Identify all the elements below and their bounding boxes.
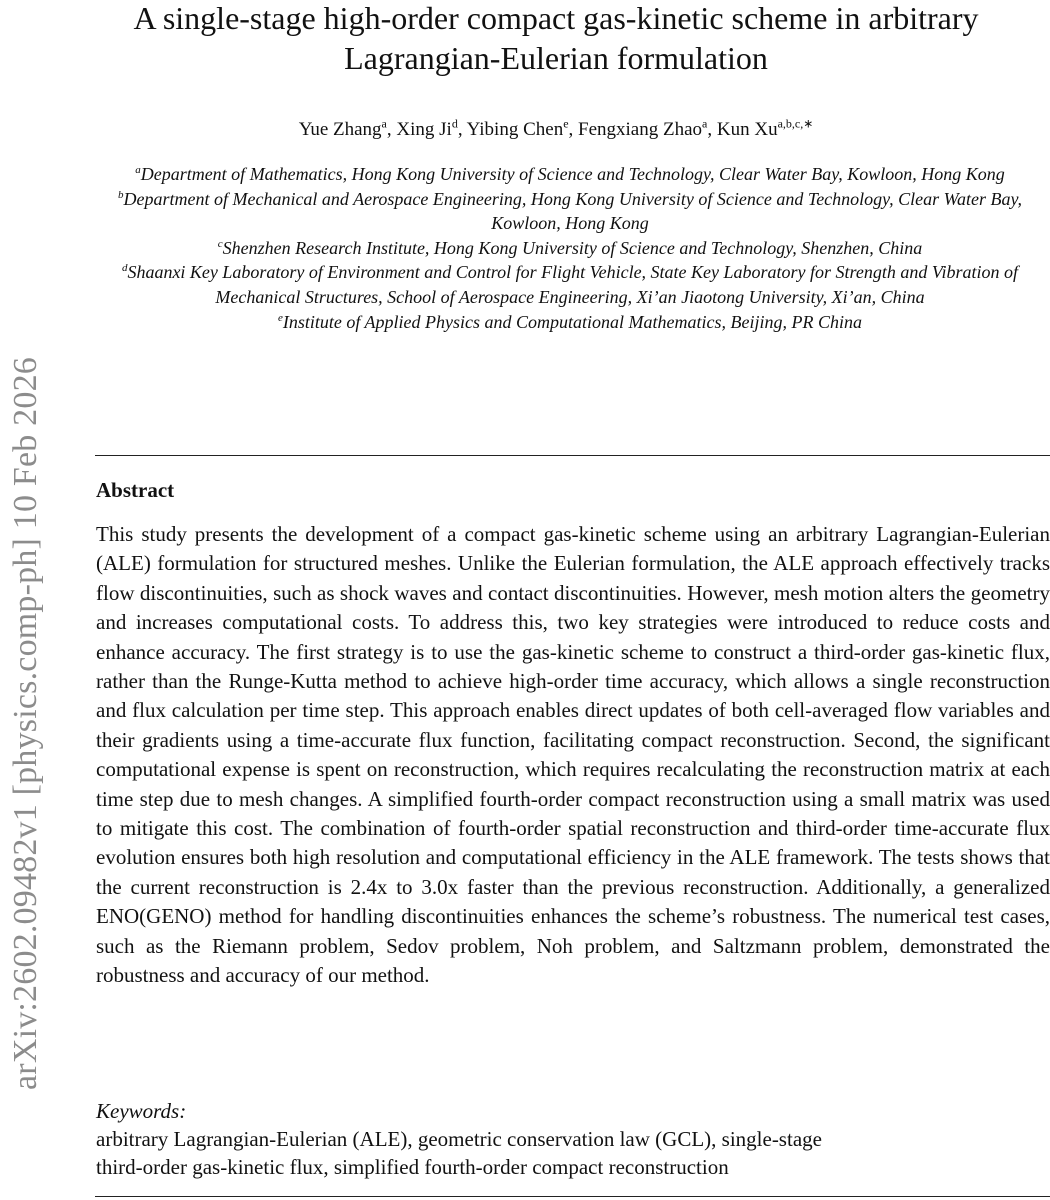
keywords-heading: Keywords: [96,1099,187,1123]
author: Fengxiang Zhao$^a$, [578,116,717,140]
affiliation-a: $^a$Department of Mathematics, Hong Kong University of Science and Technology, Clear Water Bay, Kowloon, Hong Kong [135,164,1005,184]
paper-title-line-2: Lagrangian-Eulerian formulation [344,40,768,76]
paper-title [62,0,1050,78]
arxiv-identifier-stamp [4,190,48,1090]
bottom-divider [95,1196,1050,1197]
keywords-line: third-order gas-kinetic flux, simplified fourth-order compact reconstruction [96,1155,729,1179]
affiliation-e: $^e$Institute of Applied Physics and Computational Mathematics, Beijing, PR China [277,311,862,332]
paper-title-line-1: A single-stage high-order compact gas-kinetic scheme in arbitrary [133,0,979,36]
affiliation-c: $^c$Shenzhen Research Institute, Hong Kong University of Science and Technology, Shenzhen, China [217,237,923,258]
author: Kun $Xu^{a,b,c,∗}$ [716,116,814,140]
affiliation-d: $^d$Shaanxi Key Laboratory of Environment and Control for Flight Vehicle, State Key Laboratory for Strength and Vibration of Mechanical Structures, School of Aerospace Engineering, Xi’an Jiaotong University, Xi’an, China [121,262,1019,307]
affiliation-b: $^b$Department of Mechanical and Aerospace Engineering, Hong Kong University of Science and Technology, Clear Water Bay, Kowloon, Hong Kong [117,188,1022,234]
author-list [62,117,1050,143]
abstract-heading: Abstract [96,478,175,502]
affiliation-list [90,162,1050,334]
author: Yibing Chen$^e$, [466,116,579,140]
abstract-section [96,476,1050,991]
abstract-body: This study presents the development of a compact gas-kinetic scheme using an arbitrary Lagrangian-Eulerian (ALE) formulation for structured meshes. Unlike the Eulerian formulation, the ALE approach effectively tracks flow discontinuities, such as shock waves and contact discontinuities. However, mesh motion alters the geometry and increases computational costs. To address this, two key strategies were introduced to reduce costs and enhance accuracy. The first strategy is to use the gas-kinetic scheme to construct a third-order gas-kinetic flux, rather than the Runge-Kutta method to achieve high-order time accuracy, which allows a single reconstruction and flux calculation per time step. This approach enables direct updates of both cell-averaged flow variables and their gradients using a time-accurate flux function, facilitating compact reconstruction. Second, the significant computational expense is spent on reconstruction, which requires recalculating the reconstruction matrix at each time step due to mesh changes. A simplified fourth-order compact reconstruction using a small matrix was used to mitigate this cost. The combination of fourth-order spatial reconstruction and third-order time-accurate flux evolution ensures both high resolution and computational efficiency in the ALE framework. The tests shows that the current reconstruction is 2.4x to 3.0x faster than the previous reconstruction. Additionally, a generalized ENO(GENO) method for handling discontinuities enhances the scheme’s robustness. The numerical test cases, such as the Riemann problem, Sedov problem, Noh problem, and Saltzmann problem, demonstrated the robustness and accuracy of our method. [96,522,1050,988]
keywords-section [96,1097,1050,1181]
arxiv-identifier-text: arXiv:2602.09482v1 [physics.comp-ph] 10 Feb 2026 [7,357,44,1090]
author: Xing Ji$^d$, [396,116,467,140]
top-divider [95,455,1050,456]
author: Yue Zhang$^a$, [298,116,397,140]
keywords-line: arbitrary Lagrangian-Eulerian (ALE), geometric conservation law (GCL), single-stage [96,1127,822,1151]
